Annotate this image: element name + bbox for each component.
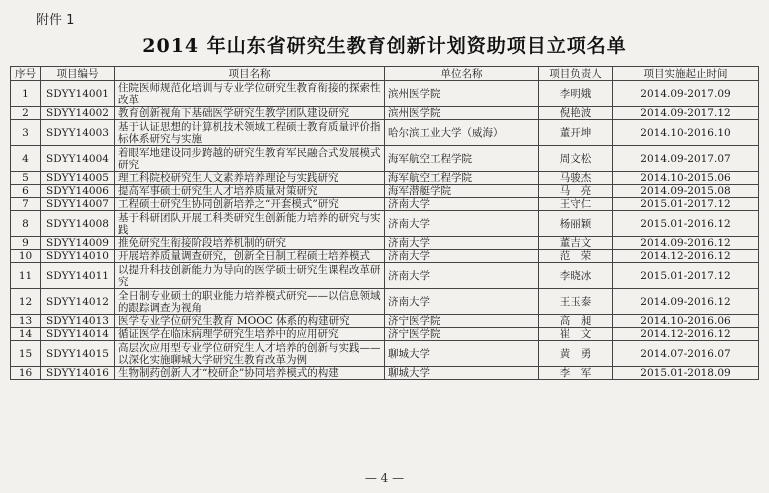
- row-name: 高层次应用型专业学位研究生人才培养的创新与实践——以深化实施聊城大学研究生教育改革为例: [115, 341, 385, 367]
- row-no: 13: [11, 315, 41, 328]
- row-code: SDYY14016: [41, 367, 115, 380]
- row-name: 工程硕士研究生协同创新培养之“开套模式”研究: [115, 198, 385, 211]
- row-unit: 济南大学: [385, 198, 539, 211]
- row-leader: 黄 勇: [539, 341, 613, 367]
- row-leader: 李晓冰: [539, 263, 613, 289]
- row-no: 6: [11, 185, 41, 198]
- row-code: SDYY14011: [41, 263, 115, 289]
- table-row: [11, 120, 759, 146]
- table-row: [11, 146, 759, 172]
- row-name: 教育创新视角下基础医学研究生教学团队建设研究: [115, 107, 385, 120]
- row-period: 2014.10-2015.06: [613, 172, 759, 185]
- row-unit: 聊城大学: [385, 341, 539, 367]
- row-period: 2014.10-2016.10: [613, 120, 759, 146]
- row-period: 2014.12-2016.12: [613, 328, 759, 341]
- row-no: 3: [11, 120, 41, 146]
- table-row: [11, 172, 759, 185]
- row-leader: 周文松: [539, 146, 613, 172]
- row-code: SDYY14012: [41, 289, 115, 315]
- row-period: 2015.01-2016.12: [613, 211, 759, 237]
- row-unit: 济南大学: [385, 250, 539, 263]
- row-name: 以提升科技创新能力为导向的医学硕士研究生课程改革研究: [115, 263, 385, 289]
- row-period: 2014.09-2016.12: [613, 237, 759, 250]
- row-no: 11: [11, 263, 41, 289]
- table-row: [11, 81, 759, 107]
- table-row: [11, 315, 759, 328]
- table-row: [11, 237, 759, 250]
- row-no: 2: [11, 107, 41, 120]
- row-name: 医学专业学位研究生教育 MOOC 体系的构建研究: [115, 315, 385, 328]
- row-code: SDYY14009: [41, 237, 115, 250]
- table-row: [11, 107, 759, 120]
- row-unit: 济南大学: [385, 289, 539, 315]
- row-code: SDYY14005: [41, 172, 115, 185]
- row-no: 4: [11, 146, 41, 172]
- row-leader: 倪艳波: [539, 107, 613, 120]
- row-period: 2014.09-2017.09: [613, 81, 759, 107]
- row-code: SDYY14006: [41, 185, 115, 198]
- row-unit: 济宁医学院: [385, 315, 539, 328]
- row-no: 12: [11, 289, 41, 315]
- row-no: 8: [11, 211, 41, 237]
- row-unit: 济南大学: [385, 211, 539, 237]
- row-leader: 范 荣: [539, 250, 613, 263]
- row-unit: 海军航空工程学院: [385, 172, 539, 185]
- col-header-code: 项目编号: [41, 67, 115, 81]
- row-period: 2015.01-2017.12: [613, 263, 759, 289]
- projects-table: [10, 66, 759, 380]
- row-unit: 济宁医学院: [385, 328, 539, 341]
- row-code: SDYY14015: [41, 341, 115, 367]
- row-period: 2014.09-2016.12: [613, 289, 759, 315]
- row-period: 2014.09-2017.12: [613, 107, 759, 120]
- row-leader: 王守仁: [539, 198, 613, 211]
- row-unit: 滨州医学院: [385, 81, 539, 107]
- row-unit: 济南大学: [385, 237, 539, 250]
- row-unit: 哈尔滨工业大学（威海）: [385, 120, 539, 146]
- row-name: 推免研究生衔接阶段培养机制的研究: [115, 237, 385, 250]
- row-unit: 济南大学: [385, 263, 539, 289]
- col-header-leader: 项目负责人: [539, 67, 613, 81]
- row-leader: 崔 文: [539, 328, 613, 341]
- row-leader: 高 昶: [539, 315, 613, 328]
- attachment-label: 附件 1: [36, 13, 75, 28]
- row-code: SDYY14013: [41, 315, 115, 328]
- table-row: [11, 250, 759, 263]
- table-row: [11, 328, 759, 341]
- row-no: 7: [11, 198, 41, 211]
- row-name: 基于认证思想的计算机技术领域工程硕士教育质量评价指标体系研究与实施: [115, 120, 385, 146]
- row-period: 2014.09-2015.08: [613, 185, 759, 198]
- col-header-period: 项目实施起止时间: [613, 67, 759, 81]
- col-header-no: 序号: [11, 67, 41, 81]
- row-code: SDYY14003: [41, 120, 115, 146]
- col-header-unit: 单位名称: [385, 67, 539, 81]
- row-name: 提高军事硕士研究生人才培养质量对策研究: [115, 185, 385, 198]
- col-header-name: 项目名称: [115, 67, 385, 81]
- row-period: 2014.07-2016.07: [613, 341, 759, 367]
- row-unit: 滨州医学院: [385, 107, 539, 120]
- row-unit: 海军航空工程学院: [385, 146, 539, 172]
- row-leader: 马骏杰: [539, 172, 613, 185]
- row-no: 1: [11, 81, 41, 107]
- row-unit: 海军潜艇学院: [385, 185, 539, 198]
- table-header-row: [11, 67, 759, 81]
- table-row: [11, 263, 759, 289]
- row-leader: 董吉文: [539, 237, 613, 250]
- row-name: 理工科院校研究生人文素养培养理论与实践研究: [115, 172, 385, 185]
- row-name: 基于科研团队开展工科类研究生创新能力培养的研究与实践: [115, 211, 385, 237]
- row-no: 16: [11, 367, 41, 380]
- row-leader: 马 亮: [539, 185, 613, 198]
- row-code: SDYY14001: [41, 81, 115, 107]
- table-row: [11, 185, 759, 198]
- table-row: [11, 198, 759, 211]
- row-period: 2014.09-2017.07: [613, 146, 759, 172]
- row-leader: 李明娥: [539, 81, 613, 107]
- row-no: 9: [11, 237, 41, 250]
- row-code: SDYY14004: [41, 146, 115, 172]
- row-name: 开展培养质量调查研究，创新全日制工程硕士培养模式: [115, 250, 385, 263]
- row-no: 10: [11, 250, 41, 263]
- table-row: [11, 367, 759, 380]
- row-no: 14: [11, 328, 41, 341]
- row-period: 2014.10-2016.06: [613, 315, 759, 328]
- page-number: — 4 —: [364, 471, 405, 485]
- row-leader: 王玉泰: [539, 289, 613, 315]
- table-row: [11, 289, 759, 315]
- row-name: 生物制药创新人才“校研企”协同培养模式的构建: [115, 367, 385, 380]
- row-no: 15: [11, 341, 41, 367]
- row-period: 2015.01-2018.09: [613, 367, 759, 380]
- row-leader: 李 军: [539, 367, 613, 380]
- row-leader: 董开坤: [539, 120, 613, 146]
- row-leader: 杨丽颖: [539, 211, 613, 237]
- table-row: [11, 211, 759, 237]
- row-name: 着眼军地建设同步跨越的研究生教育军民融合式发展模式研究: [115, 146, 385, 172]
- table-row: [11, 341, 759, 367]
- row-code: SDYY14008: [41, 211, 115, 237]
- row-code: SDYY14002: [41, 107, 115, 120]
- row-unit: 聊城大学: [385, 367, 539, 380]
- row-name: 住院医师规范化培训与专业学位研究生教育衔接的探索性改革: [115, 81, 385, 107]
- row-code: SDYY14007: [41, 198, 115, 211]
- row-code: SDYY14010: [41, 250, 115, 263]
- row-name: 全日制专业硕士的职业能力培养模式研究——以信息领域的跟踪调查为视角: [115, 289, 385, 315]
- row-code: SDYY14014: [41, 328, 115, 341]
- row-name: 循证医学在临床病理学研究生培养中的应用研究: [115, 328, 385, 341]
- row-period: 2015.01-2017.12: [613, 198, 759, 211]
- document-title: 2014 年山东省研究生教育创新计划资助项目立项名单: [142, 35, 627, 57]
- row-no: 5: [11, 172, 41, 185]
- row-period: 2014.12-2016.12: [613, 250, 759, 263]
